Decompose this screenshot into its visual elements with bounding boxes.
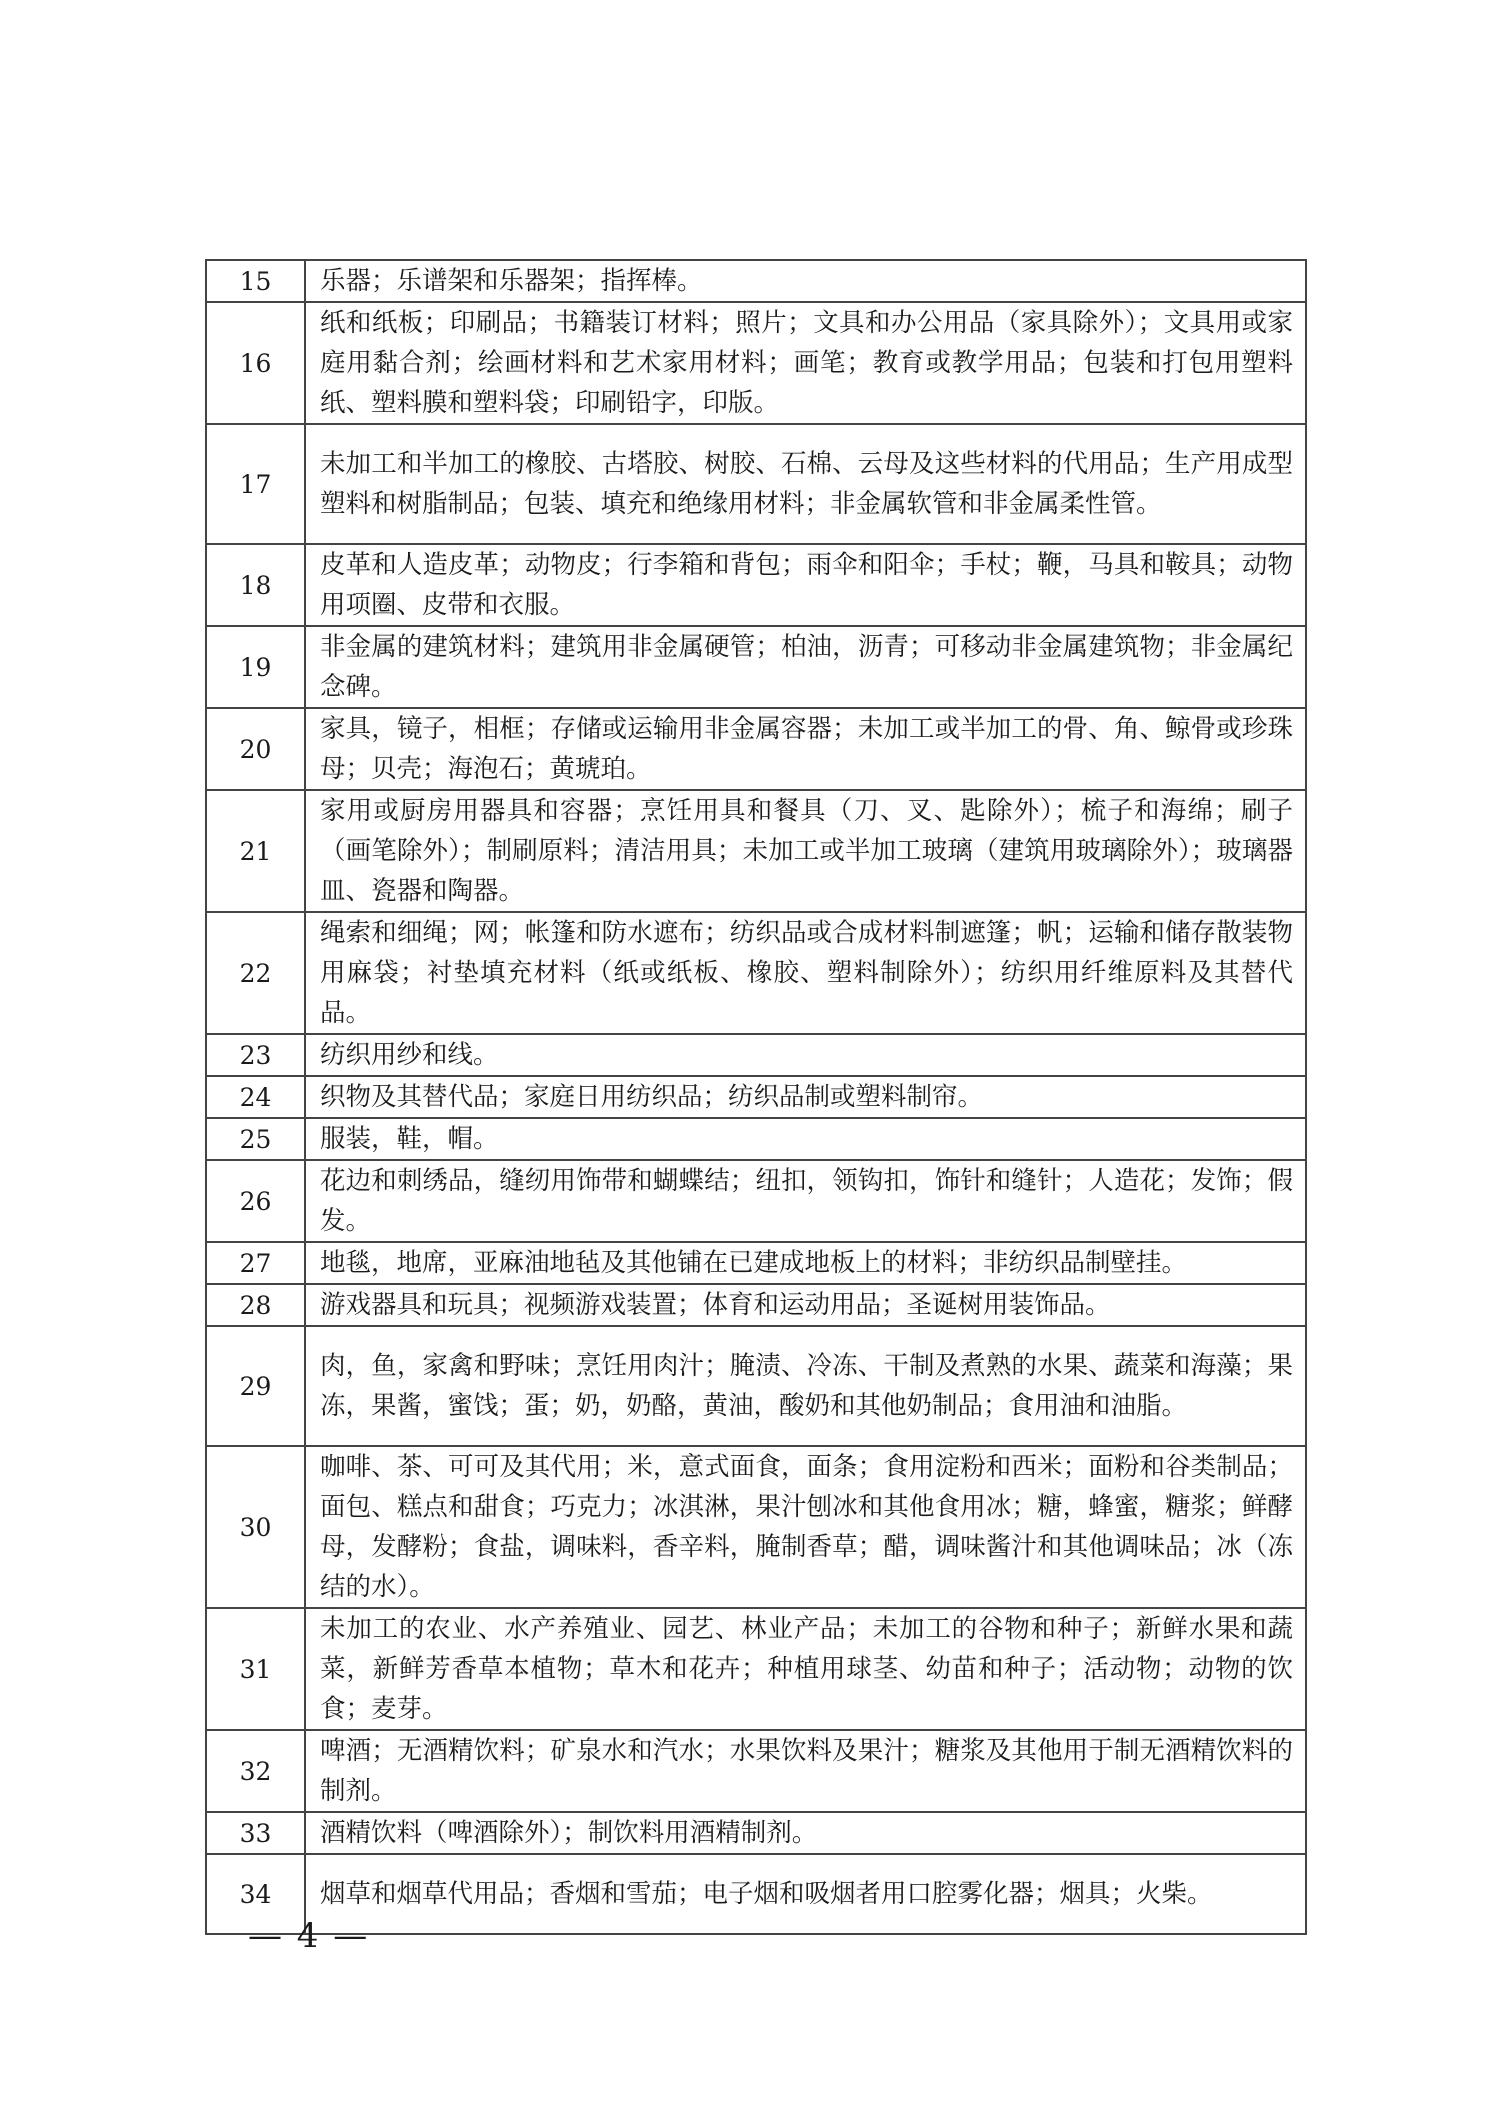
table-row <box>206 1034 1306 1076</box>
table-row <box>206 302 1306 424</box>
table-row <box>206 790 1306 912</box>
class-description: 家具，镜子，相框；存储或运输用非金属容器；未加工或半加工的骨、角、鲸骨或珍珠母；贝壳；海泡石；黄琥珀。 <box>305 708 1306 790</box>
class-number: 21 <box>206 790 305 912</box>
table-row <box>206 1326 1306 1446</box>
class-number: 15 <box>206 260 305 302</box>
table-row <box>206 260 1306 302</box>
class-number: 29 <box>206 1326 305 1446</box>
class-number: 30 <box>206 1446 305 1608</box>
class-number: 16 <box>206 302 305 424</box>
class-description: 游戏器具和玩具；视频游戏装置；体育和运动用品；圣诞树用装饰品。 <box>305 1284 1306 1326</box>
page-number: — 4 — <box>248 1916 370 1956</box>
class-description: 皮革和人造皮革；动物皮；行李箱和背包；雨伞和阳伞；手杖；鞭，马具和鞍具；动物用项圈、皮带和衣服。 <box>305 544 1306 626</box>
class-description: 啤酒；无酒精饮料；矿泉水和汽水；水果饮料及果汁；糖浆及其他用于制无酒精饮料的制剂。 <box>305 1730 1306 1812</box>
class-number: 19 <box>206 626 305 708</box>
table-row <box>206 626 1306 708</box>
table-row <box>206 708 1306 790</box>
class-description: 未加工和半加工的橡胶、古塔胶、树胶、石棉、云母及这些材料的代用品；生产用成型塑料和树脂制品；包装、填充和绝缘用材料；非金属软管和非金属柔性管。 <box>305 424 1306 544</box>
table-row <box>206 1118 1306 1160</box>
table-row <box>206 1812 1306 1854</box>
class-number: 24 <box>206 1076 305 1118</box>
table-row <box>206 424 1306 544</box>
class-description: 未加工的农业、水产养殖业、园艺、林业产品；未加工的谷物和种子；新鲜水果和蔬菜，新鲜芳香草本植物；草木和花卉；种植用球茎、幼苗和种子；活动物；动物的饮食；麦芽。 <box>305 1608 1306 1730</box>
table-row <box>206 1854 1306 1934</box>
class-description: 酒精饮料（啤酒除外）；制饮料用酒精制剂。 <box>305 1812 1306 1854</box>
class-number: 28 <box>206 1284 305 1326</box>
class-description: 家用或厨房用器具和容器；烹饪用具和餐具（刀、叉、匙除外）；梳子和海绵；刷子（画笔除外）；制刷原料；清洁用具；未加工或半加工玻璃（建筑用玻璃除外）；玻璃器皿、瓷器和陶器。 <box>305 790 1306 912</box>
class-description: 花边和刺绣品，缝纫用饰带和蝴蝶结；纽扣，领钩扣，饰针和缝针；人造花；发饰；假发。 <box>305 1160 1306 1242</box>
class-number: 25 <box>206 1118 305 1160</box>
class-number: 20 <box>206 708 305 790</box>
class-description: 绳索和细绳；网；帐篷和防水遮布；纺织品或合成材料制遮篷；帆；运输和储存散装物用麻袋；衬垫填充材料（纸或纸板、橡胶、塑料制除外）；纺织用纤维原料及其替代品。 <box>305 912 1306 1034</box>
class-number: 26 <box>206 1160 305 1242</box>
table-row <box>206 1076 1306 1118</box>
class-description: 地毯，地席，亚麻油地毡及其他铺在已建成地板上的材料；非纺织品制壁挂。 <box>305 1242 1306 1284</box>
table-row <box>206 1608 1306 1730</box>
table-row <box>206 544 1306 626</box>
class-description: 纺织用纱和线。 <box>305 1034 1306 1076</box>
table-row <box>206 1160 1306 1242</box>
class-number: 34 <box>206 1854 305 1934</box>
class-number: 22 <box>206 912 305 1034</box>
class-number: 17 <box>206 424 305 544</box>
table-row <box>206 1284 1306 1326</box>
class-number: 32 <box>206 1730 305 1812</box>
class-description: 非金属的建筑材料；建筑用非金属硬管；柏油，沥青；可移动非金属建筑物；非金属纪念碑。 <box>305 626 1306 708</box>
class-number: 23 <box>206 1034 305 1076</box>
class-number: 18 <box>206 544 305 626</box>
class-description: 烟草和烟草代用品；香烟和雪茄；电子烟和吸烟者用口腔雾化器；烟具；火柴。 <box>305 1854 1306 1934</box>
class-number: 31 <box>206 1608 305 1730</box>
classification-table <box>205 259 1307 1935</box>
table-row <box>206 1242 1306 1284</box>
class-description: 肉，鱼，家禽和野味；烹饪用肉汁；腌渍、冷冻、干制及煮熟的水果、蔬菜和海藻；果冻，果酱，蜜饯；蛋；奶，奶酪，黄油，酸奶和其他奶制品；食用油和油脂。 <box>305 1326 1306 1446</box>
class-description: 乐器；乐谱架和乐器架；指挥棒。 <box>305 260 1306 302</box>
table-row <box>206 1730 1306 1812</box>
table-row <box>206 912 1306 1034</box>
class-number: 27 <box>206 1242 305 1284</box>
class-number: 33 <box>206 1812 305 1854</box>
class-description: 纸和纸板；印刷品；书籍装订材料；照片；文具和办公用品（家具除外）；文具用或家庭用黏合剂；绘画材料和艺术家用材料；画笔；教育或教学用品；包装和打包用塑料纸、塑料膜和塑料袋；印刷铅字，印版。 <box>305 302 1306 424</box>
table-row <box>206 1446 1306 1608</box>
class-description: 咖啡、茶、可可及其代用；米，意式面食，面条；食用淀粉和西米；面粉和谷类制品；面包、糕点和甜食；巧克力；冰淇淋，果汁刨冰和其他食用冰；糖，蜂蜜，糖浆；鲜酵母，发酵粉；食盐，调味料，香辛料，腌制香草；醋，调味酱汁和其他调味品；冰（冻结的水）。 <box>305 1446 1306 1608</box>
class-description: 服装，鞋，帽。 <box>305 1118 1306 1160</box>
class-description: 织物及其替代品；家庭日用纺织品；纺织品制或塑料制帘。 <box>305 1076 1306 1118</box>
